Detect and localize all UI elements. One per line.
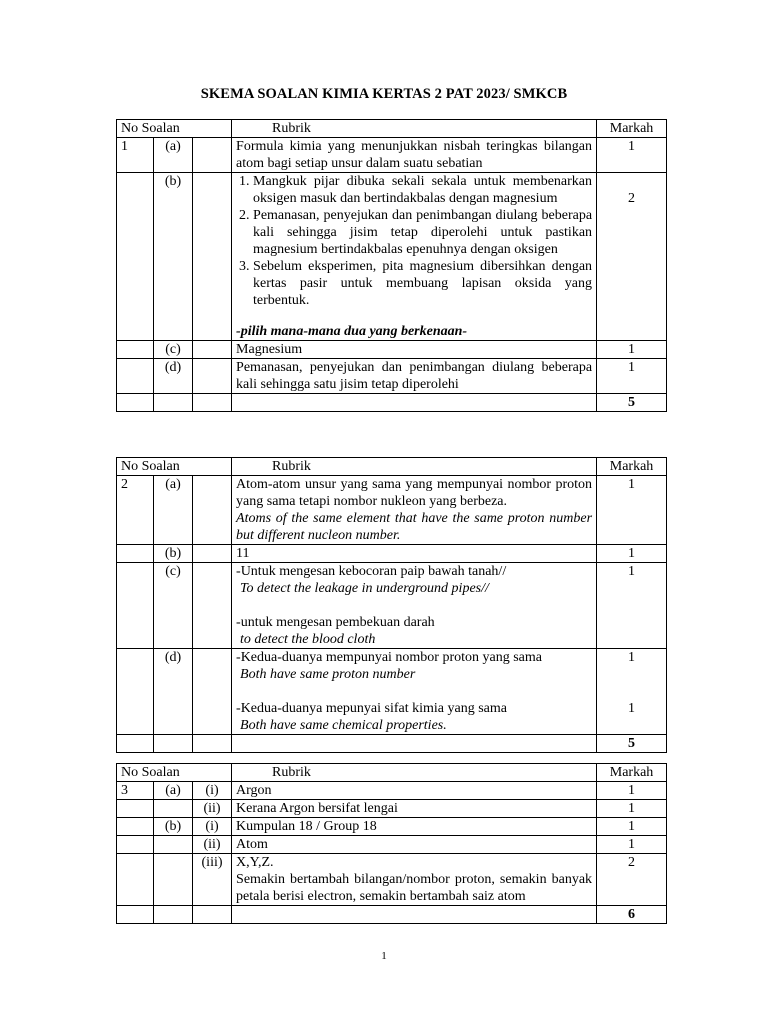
table-row bbox=[117, 545, 667, 563]
mark-value: 1 bbox=[628, 650, 636, 665]
question-1-table bbox=[116, 119, 667, 412]
answer-list bbox=[236, 173, 592, 309]
answer-cell bbox=[232, 649, 597, 735]
answer-translation: Both have same proton number bbox=[240, 667, 416, 682]
answer-text: Semakin bertambah bilangan/nombor proton, semakin banyak petala berisi electron, semakin bertambah saiz atom bbox=[236, 872, 593, 904]
subpart-label: (i) bbox=[193, 782, 232, 800]
page-number: 1 bbox=[381, 950, 387, 962]
part-label: (a) bbox=[154, 476, 193, 545]
list-item: 1. Mangkuk pijar dibuka sekali sekala untuk membenarkan oksigen masuk dan bertindakbalas dengan magnesium bbox=[253, 173, 592, 207]
answer-translation: to detect the blood cloth bbox=[240, 632, 376, 647]
subpart-label: (i) bbox=[193, 818, 232, 836]
answer-text: -Kedua-duanya mempunyai nombor proton yang sama bbox=[236, 650, 543, 665]
part-label: (d) bbox=[154, 649, 193, 735]
part-label: (c) bbox=[154, 563, 193, 649]
answer-text: -untuk mengesan pembekuan darah bbox=[236, 615, 435, 630]
answer-text: X,Y,Z. bbox=[236, 855, 274, 870]
total-mark: 5 bbox=[597, 735, 667, 753]
mark-cell bbox=[597, 649, 667, 735]
table-row bbox=[117, 341, 667, 359]
mark-value: 1 bbox=[597, 836, 667, 854]
mark-value: 1 bbox=[597, 545, 667, 563]
header-markah: Markah bbox=[597, 458, 667, 476]
answer-cell bbox=[232, 476, 597, 545]
mark-value: 2 bbox=[597, 173, 667, 341]
answer-cell bbox=[232, 563, 597, 649]
total-mark: 5 bbox=[597, 394, 667, 412]
mark-value: 1 bbox=[597, 563, 667, 649]
subpart-label: (iii) bbox=[193, 854, 232, 906]
table-row bbox=[117, 782, 667, 800]
answer-text: Atom bbox=[232, 836, 597, 854]
question-2-table bbox=[116, 457, 667, 753]
subpart-label: (ii) bbox=[193, 836, 232, 854]
table-row bbox=[117, 173, 667, 341]
answer-text: -Kedua-duanya mepunyai sifat kimia yang sama bbox=[236, 701, 507, 716]
part-label: (c) bbox=[154, 341, 193, 359]
answer-text: -Untuk mengesan kebocoran paip bawah tanah// bbox=[236, 564, 507, 579]
answer-note: -pilih mana-mana dua yang berkenaan- bbox=[236, 324, 468, 339]
table-row bbox=[117, 818, 667, 836]
question-number: 1 bbox=[117, 138, 154, 173]
table-row bbox=[117, 563, 667, 649]
answer-text: Formula kimia yang menunjukkan nisbah teringkas bilangan atom bagi setiap unsur dalam suatu sebatian bbox=[232, 138, 597, 173]
mark-value: 1 bbox=[597, 359, 667, 394]
answer-list-cell bbox=[232, 173, 597, 341]
table-row bbox=[117, 138, 667, 173]
total-row bbox=[117, 394, 667, 412]
header-rubrik: Rubrik bbox=[232, 120, 597, 138]
part-label: (a) bbox=[154, 138, 193, 173]
question-3-table bbox=[116, 763, 667, 924]
table-row bbox=[117, 836, 667, 854]
document-title: SKEMA SOALAN KIMIA KERTAS 2 PAT 2023/ SMKCB bbox=[200, 86, 568, 102]
table-header-row bbox=[117, 120, 667, 138]
subpart-label: (ii) bbox=[193, 800, 232, 818]
answer-translation: Atoms of the same element that have the same proton number but different nucleon number. bbox=[236, 511, 593, 543]
header-rubrik: Rubrik bbox=[232, 458, 597, 476]
mark-value: 1 bbox=[597, 800, 667, 818]
header-markah: Markah bbox=[597, 120, 667, 138]
table-header-row bbox=[117, 458, 667, 476]
part-label: (a) bbox=[154, 782, 193, 800]
header-no-soalan: No Soalan bbox=[117, 764, 232, 782]
total-mark: 6 bbox=[597, 906, 667, 924]
answer-translation: Both have same chemical properties. bbox=[240, 718, 447, 733]
answer-text: Kerana Argon bersifat lengai bbox=[232, 800, 597, 818]
list-item: 3. Sebelum eksperimen, pita magnesium dibersihkan dengan kertas pasir untuk membuang lapisan oksida yang terbentuk. bbox=[253, 258, 592, 309]
mark-value: 2 bbox=[597, 854, 667, 906]
answer-text: Kumpulan 18 / Group 18 bbox=[232, 818, 597, 836]
header-rubrik: Rubrik bbox=[232, 764, 597, 782]
table-row bbox=[117, 476, 667, 545]
table-header-row bbox=[117, 764, 667, 782]
mark-value: 1 bbox=[597, 782, 667, 800]
answer-text: Magnesium bbox=[232, 341, 597, 359]
part-label: (d) bbox=[154, 359, 193, 394]
question-number: 3 bbox=[117, 782, 154, 800]
table-row bbox=[117, 359, 667, 394]
mark-value: 1 bbox=[628, 701, 636, 716]
table-row bbox=[117, 854, 667, 906]
total-row bbox=[117, 906, 667, 924]
list-item: 2. Pemanasan, penyejukan dan penimbangan diulang beberapa kali sehingga jisim tetap diperolehi untuk pastikan magnesium bertindakbalas epenuhnya dengan oksigen bbox=[253, 207, 592, 258]
answer-text: 11 bbox=[232, 545, 597, 563]
answer-translation: To detect the leakage in underground pipes// bbox=[240, 581, 489, 596]
answer-text: Pemanasan, penyejukan dan penimbangan diulang beberapa kali sehingga satu jisim tetap diperolehi bbox=[232, 359, 597, 394]
header-markah: Markah bbox=[597, 764, 667, 782]
answer-text: Atom-atom unsur yang sama yang mempunyai nombor proton yang sama tetapi nombor nukleon yang berbeza. bbox=[236, 477, 593, 509]
part-label: (b) bbox=[154, 818, 193, 836]
table-row bbox=[117, 800, 667, 818]
part-label: (b) bbox=[154, 545, 193, 563]
mark-value: 1 bbox=[597, 341, 667, 359]
part-label: (b) bbox=[154, 173, 193, 341]
answer-cell bbox=[232, 854, 597, 906]
mark-value: 1 bbox=[597, 818, 667, 836]
mark-value: 1 bbox=[597, 138, 667, 173]
header-no-soalan: No Soalan bbox=[117, 458, 232, 476]
mark-value: 1 bbox=[597, 476, 667, 545]
answer-text: Argon bbox=[232, 782, 597, 800]
question-number: 2 bbox=[117, 476, 154, 545]
total-row bbox=[117, 735, 667, 753]
header-no-soalan: No Soalan bbox=[117, 120, 232, 138]
table-row bbox=[117, 649, 667, 735]
